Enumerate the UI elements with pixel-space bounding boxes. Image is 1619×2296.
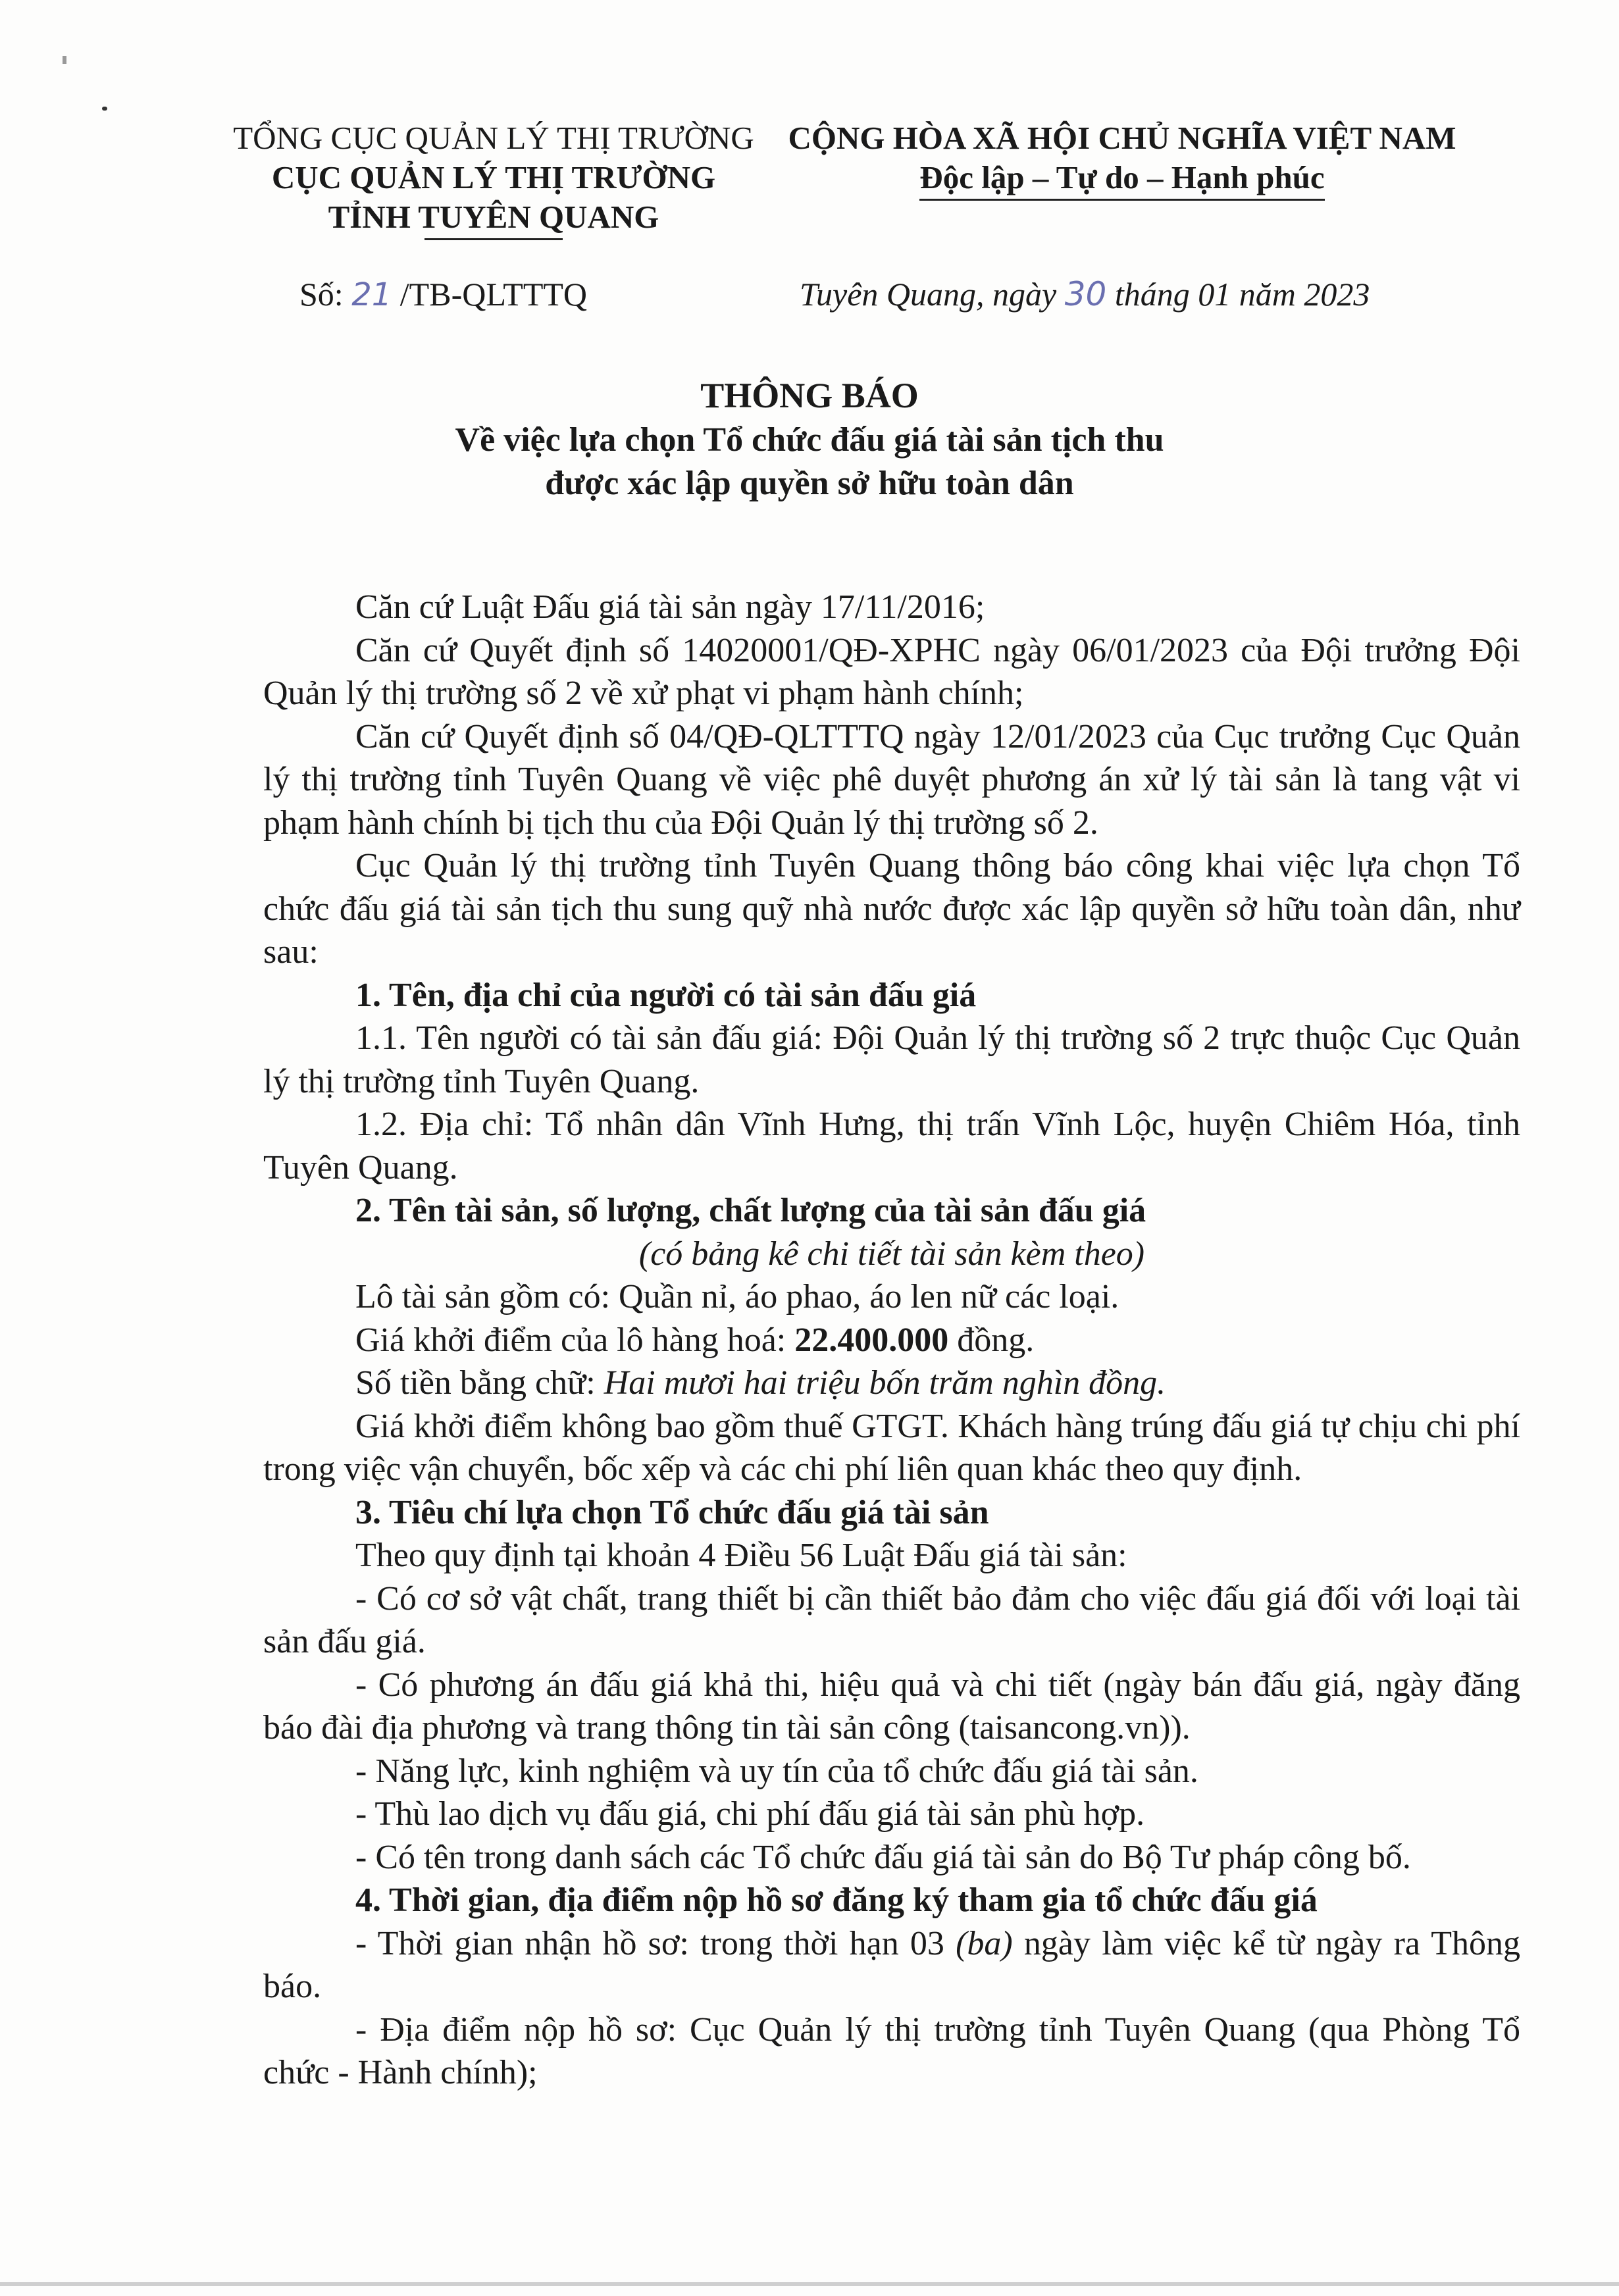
document-title: THÔNG BÁO [700, 376, 919, 415]
scan-edge [0, 2282, 1619, 2286]
criteria-item-5: - Có tên trong danh sách các Tổ chức đấu giá tài sản do Bộ Tư pháp công bố. [355, 1838, 1411, 1876]
criteria-item-3: - Năng lực, kinh nghiệm và uy tín của tổ chức đấu giá tài sản. [355, 1752, 1198, 1790]
paragraph-price-note: Giá khởi điểm không bao gồm thuế GTGT. Khách hàng trúng đấu giá tự chịu chi phí trong việc vận chuyển, bốc xếp và các chi phí liên quan khác theo quy định. [263, 1407, 1520, 1488]
submission-time-prefix: - Thời gian nhận hồ sơ: trong thời hạn 03 [355, 1924, 956, 1962]
paragraph-legal-basis-1: Căn cứ Luật Đấu giá tài sản ngày 17/11/2016; [355, 588, 985, 626]
document-subtitle [0, 419, 1619, 505]
country-header [770, 118, 1474, 201]
price-amount: 22.400.000 [794, 1321, 949, 1359]
country-line-1: CỘNG HÒA XÃ HỘI CHỦ NGHĨA VIỆT NAM [788, 120, 1456, 156]
paragraph-price-words [263, 1362, 1520, 1405]
agency-line-2: CỤC QUẢN LÝ THỊ TRƯỜNG [271, 159, 716, 195]
scan-speck [102, 107, 107, 111]
submission-time-suffix: ngày làm việc kể từ ngày ra Thông báo. [263, 1924, 1520, 2005]
price-words: Hai mươi hai triệu bốn trăm nghìn đồng. [604, 1364, 1166, 1402]
agency-underline [424, 238, 563, 240]
agency-line-3: TỈNH TUYÊN QUANG [328, 199, 659, 235]
section-2-note: (có bảng kê chi tiết tài sản kèm theo) [638, 1235, 1145, 1273]
agency-header [217, 118, 770, 237]
submission-time-italic: (ba) [956, 1924, 1013, 1962]
paragraph-legal-basis-2: Căn cứ Quyết định số 14020001/QĐ-XPHC ngày 06/01/2023 của Đội trưởng Đội Quản lý thị trường số 2 về xử phạt vi phạm hành chính; [263, 631, 1520, 712]
country-motto: Độc lập – Tự do – Hạnh phúc [919, 158, 1324, 201]
document-body [263, 586, 1520, 2095]
number-handwritten: 21 [351, 276, 392, 313]
paragraph-asset-list: Lô tài sản gồm có: Quần nỉ, áo phao, áo len nữ các loại. [355, 1278, 1119, 1315]
criteria-item-2: - Có phương án đấu giá khả thi, hiệu quả và chi tiết (ngày bán đấu giá, ngày đăng báo đài địa phương và trang thông tin tài sản công (taisancong.vn)). [263, 1666, 1520, 1747]
criteria-item-1: - Có cơ sở vật chất, trang thiết bị cần thiết bảo đảm cho việc đấu giá đối với loại tài sản đấu giá. [263, 1579, 1520, 1660]
paragraph-owner-address: 1.2. Địa chỉ: Tổ nhân dân Vĩnh Hưng, thị trấn Vĩnh Lộc, huyện Chiêm Hóa, tỉnh Tuyên Quang. [263, 1106, 1520, 1186]
date-suffix: tháng 01 năm 2023 [1106, 276, 1370, 313]
date-handwritten-day: 30 [1064, 275, 1107, 313]
agency-line-1: TỔNG CỤC QUẢN LÝ THỊ TRƯỜNG [233, 120, 754, 156]
subtitle-line-1: Về việc lựa chọn Tổ chức đấu giá tài sản tịch thu [455, 421, 1164, 459]
scan-speck [63, 56, 66, 64]
price-prefix: Giá khởi điểm của lô hàng hoá: [355, 1321, 795, 1359]
paragraph-submission-time [263, 1922, 1520, 2008]
paragraph-criteria-basis: Theo quy định tại khoản 4 Điều 56 Luật Đấu giá tài sản: [355, 1537, 1127, 1574]
price-suffix: đồng. [948, 1321, 1035, 1359]
document-number [299, 275, 587, 313]
paragraph-submission-place: - Địa điểm nộp hồ sơ: Cục Quản lý thị trường tỉnh Tuyên Quang (qua Phòng Tổ chức - Hành chính); [263, 2010, 1520, 2091]
section-heading-1: 1. Tên, địa chỉ của người có tài sản đấu giá [355, 976, 977, 1014]
paragraph-starting-price [263, 1319, 1520, 1362]
number-suffix: /TB-QLTTTQ [392, 276, 588, 313]
section-heading-2: 2. Tên tài sản, số lượng, chất lượng của tài sản đấu giá [355, 1192, 1146, 1229]
subtitle-line-2: được xác lập quyền sở hữu toàn dân [545, 465, 1074, 502]
date-prefix: Tuyên Quang, ngày [800, 276, 1065, 313]
document-date [800, 275, 1370, 313]
section-heading-3: 3. Tiêu chí lựa chọn Tổ chức đấu giá tài sản [355, 1493, 989, 1531]
paragraph-owner-name: 1.1. Tên người có tài sản đấu giá: Đội Quản lý thị trường số 2 trực thuộc Cục Quản lý thị trường tỉnh Tuyên Quang. [263, 1019, 1520, 1100]
section-heading-4: 4. Thời gian, địa điểm nộp hồ sơ đăng ký tham gia tổ chức đấu giá [355, 1881, 1318, 1919]
criteria-item-4: - Thù lao dịch vụ đấu giá, chi phí đấu giá tài sản phù hợp. [355, 1795, 1145, 1833]
price-words-prefix: Số tiền bằng chữ: [355, 1364, 604, 1402]
number-prefix: Số: [299, 276, 352, 313]
paragraph-legal-basis-3: Căn cứ Quyết định số 04/QĐ-QLTTTQ ngày 12/01/2023 của Cục trưởng Cục Quản lý thị trường tỉnh Tuyên Quang về việc phê duyệt phương án xử lý tài sản là tang vật vi phạm hành chính bị tịch thu của Đội Quản lý thị trường số 2. [263, 717, 1520, 842]
paragraph-announcement: Cục Quản lý thị trường tỉnh Tuyên Quang thông báo công khai việc lựa chọn Tổ chức đấu giá tài sản tịch thu sung quỹ nhà nước được xác lập quyền sở hữu toàn dân, như sau: [263, 847, 1520, 971]
